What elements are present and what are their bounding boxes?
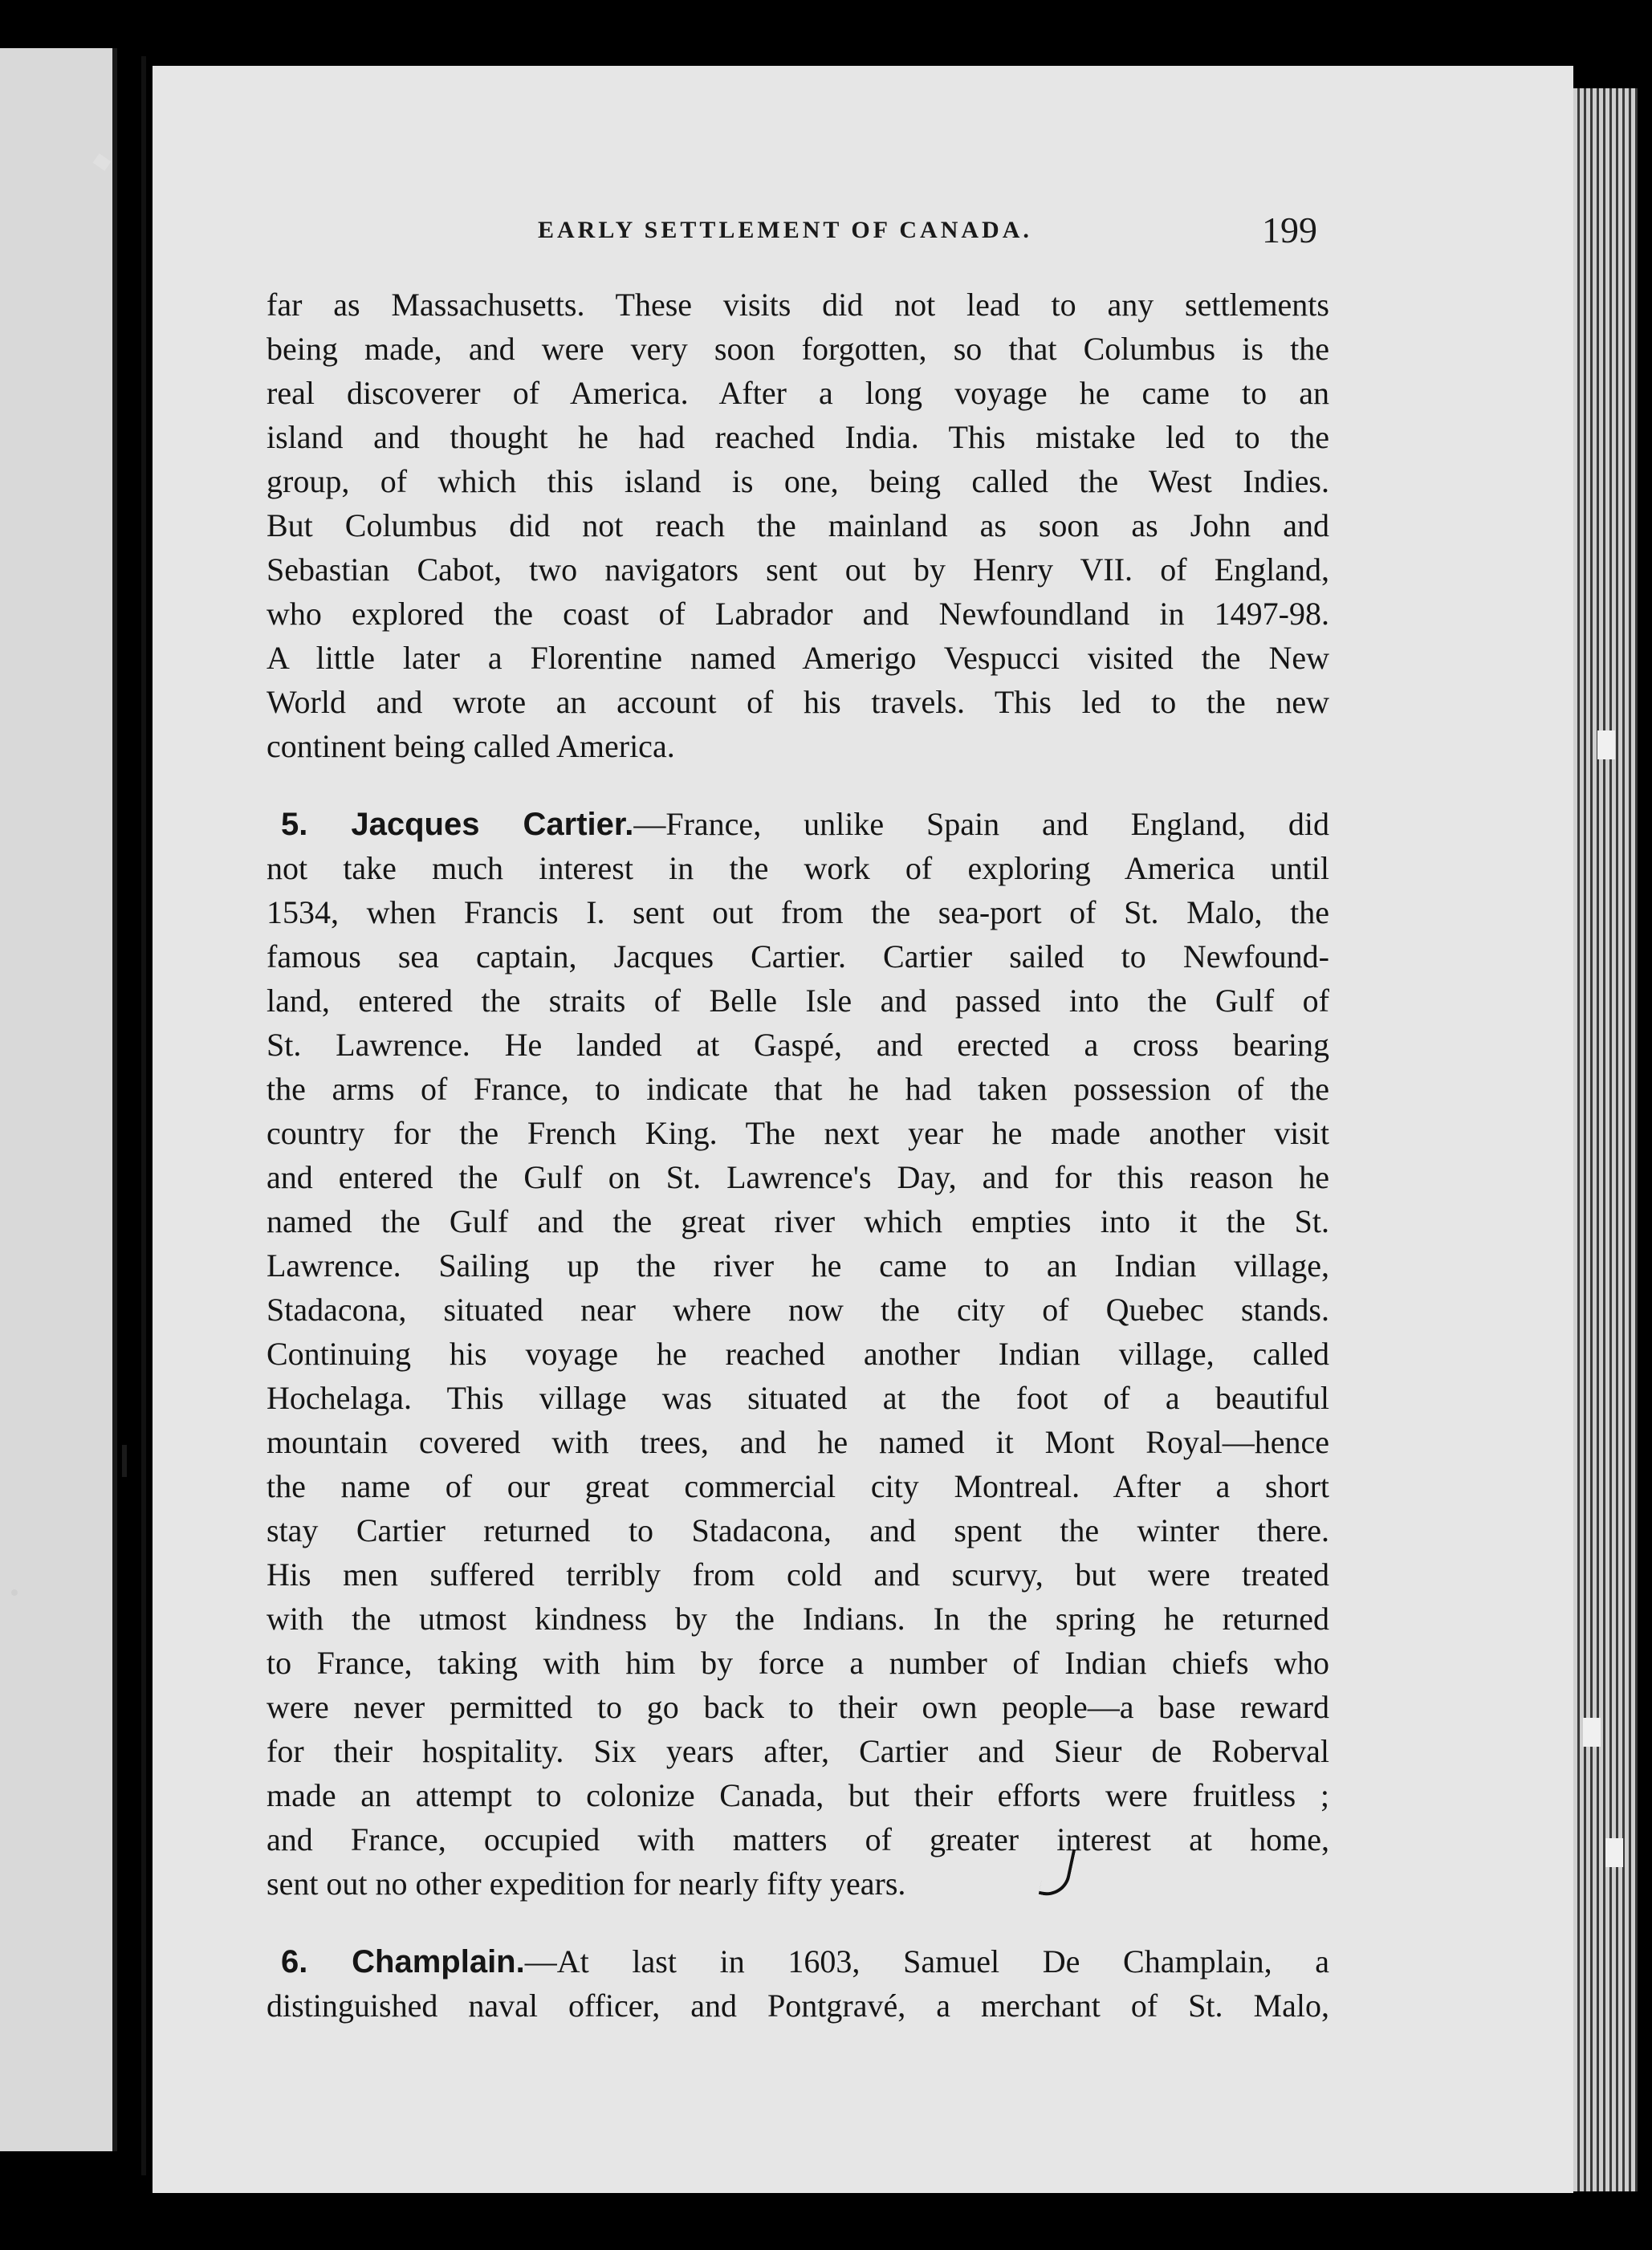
- text-line: Hochelaga. This village was situated at the foot of a beautiful: [267, 1380, 1329, 1416]
- text-line: [267, 1939, 1329, 1983]
- text-line: far as Massachusetts. These visits did not lead to any settlements: [267, 287, 1329, 323]
- text-line: named the Gulf and the great river which empties into it the St.: [267, 1203, 1329, 1239]
- page-number: 199: [1262, 210, 1317, 250]
- text-line: being made, and were very soon forgotten, so that Columbus is the: [267, 331, 1329, 367]
- text-line: Continuing his voyage he reached another Indian village, called: [267, 1336, 1329, 1372]
- book-gutter: [141, 56, 146, 2175]
- text-line: 1534, when Francis I. sent out from the sea-port of St. Malo, the: [267, 894, 1329, 930]
- text-line: country for the French King. The next year he made another visit: [267, 1115, 1329, 1151]
- text-line: distinguished naval officer, and Pontgravé, a merchant of St. Malo,: [267, 1988, 1329, 2024]
- text-line: for their hospitality. Six years after, Cartier and Sieur de Roberval: [267, 1733, 1329, 1769]
- text-line: continent being called America.: [267, 728, 675, 764]
- text-line: A little later a Florentine named Amerigo Vespucci visited the New: [267, 640, 1329, 676]
- running-head: EARLY SETTLEMENT OF CANADA.: [538, 217, 1032, 243]
- text-line: made an attempt to colonize Canada, but their efforts were fruitless ;: [267, 1777, 1329, 1813]
- text-line: group, of which this island is one, being called the West Indies.: [267, 463, 1329, 499]
- body-text: [267, 283, 1329, 2028]
- text-line: who explored the coast of Labrador and Newfoundland in 1497-98.: [267, 596, 1329, 632]
- text-fragment: —At last in 1603, Samuel De Champlain, a: [524, 1943, 1329, 1979]
- text-line: sent out no other expedition for nearly fifty years.: [267, 1866, 906, 1902]
- text-line: Lawrence. Sailing up the river he came to an Indian village,: [267, 1247, 1329, 1284]
- section-heading: 6. Champlain.: [281, 1944, 525, 1979]
- text-line: St. Lawrence. He landed at Gaspé, and erected a cross bearing: [267, 1027, 1329, 1063]
- text-line: were never permitted to go back to their own people—a base reward: [267, 1689, 1329, 1725]
- text-line: famous sea captain, Jacques Cartier. Cartier sailed to Newfound-: [267, 938, 1329, 974]
- edge-tab: [1597, 730, 1615, 759]
- text-line: the arms of France, to indicate that he had taken possession of the: [267, 1071, 1329, 1107]
- scan-speck: [11, 1589, 18, 1596]
- edge-tab: [1583, 1718, 1601, 1747]
- facing-page-edge: [0, 48, 117, 2151]
- scan-speck: [122, 1445, 127, 1477]
- text-line: with the utmost kindness by the Indians. In the spring he returned: [267, 1601, 1329, 1637]
- text-line: the name of our great commercial city Montreal. After a short: [267, 1468, 1329, 1504]
- edge-tab: [1605, 1838, 1623, 1867]
- text-line: not take much interest in the work of exploring America until: [267, 850, 1329, 886]
- text-line: His men suffered terribly from cold and scurvy, but were treated: [267, 1556, 1329, 1593]
- text-line: Sebastian Cabot, two navigators sent out by Henry VII. of England,: [267, 551, 1329, 588]
- text-line: mountain covered with trees, and he named it Mont Royal—hence: [267, 1424, 1329, 1460]
- text-line: But Columbus did not reach the mainland as soon as John and: [267, 507, 1329, 543]
- text-line: real discoverer of America. After a long voyage he came to an: [267, 375, 1329, 411]
- text-line: Stadacona, situated near where now the city of Quebec stands.: [267, 1292, 1329, 1328]
- section-heading: 5. Jacques Cartier.: [281, 807, 634, 842]
- text-line: World and wrote an account of his travels. This led to the new: [267, 684, 1329, 720]
- text-line: stay Cartier returned to Stadacona, and spent the winter there.: [267, 1512, 1329, 1548]
- text-line: island and thought he had reached India. This mistake led to the: [267, 419, 1329, 455]
- text-line: land, entered the straits of Belle Isle and passed into the Gulf of: [267, 983, 1329, 1019]
- text-line: and France, occupied with matters of greater interest at home,: [267, 1821, 1329, 1857]
- page-stack-edge: [1573, 88, 1638, 2191]
- text-line: [267, 802, 1329, 846]
- text-line: and entered the Gulf on St. Lawrence's Day, and for this reason he: [267, 1159, 1329, 1195]
- text-fragment: —France, unlike Spain and England, did: [633, 806, 1329, 842]
- text-line: to France, taking with him by force a number of Indian chiefs who: [267, 1645, 1329, 1681]
